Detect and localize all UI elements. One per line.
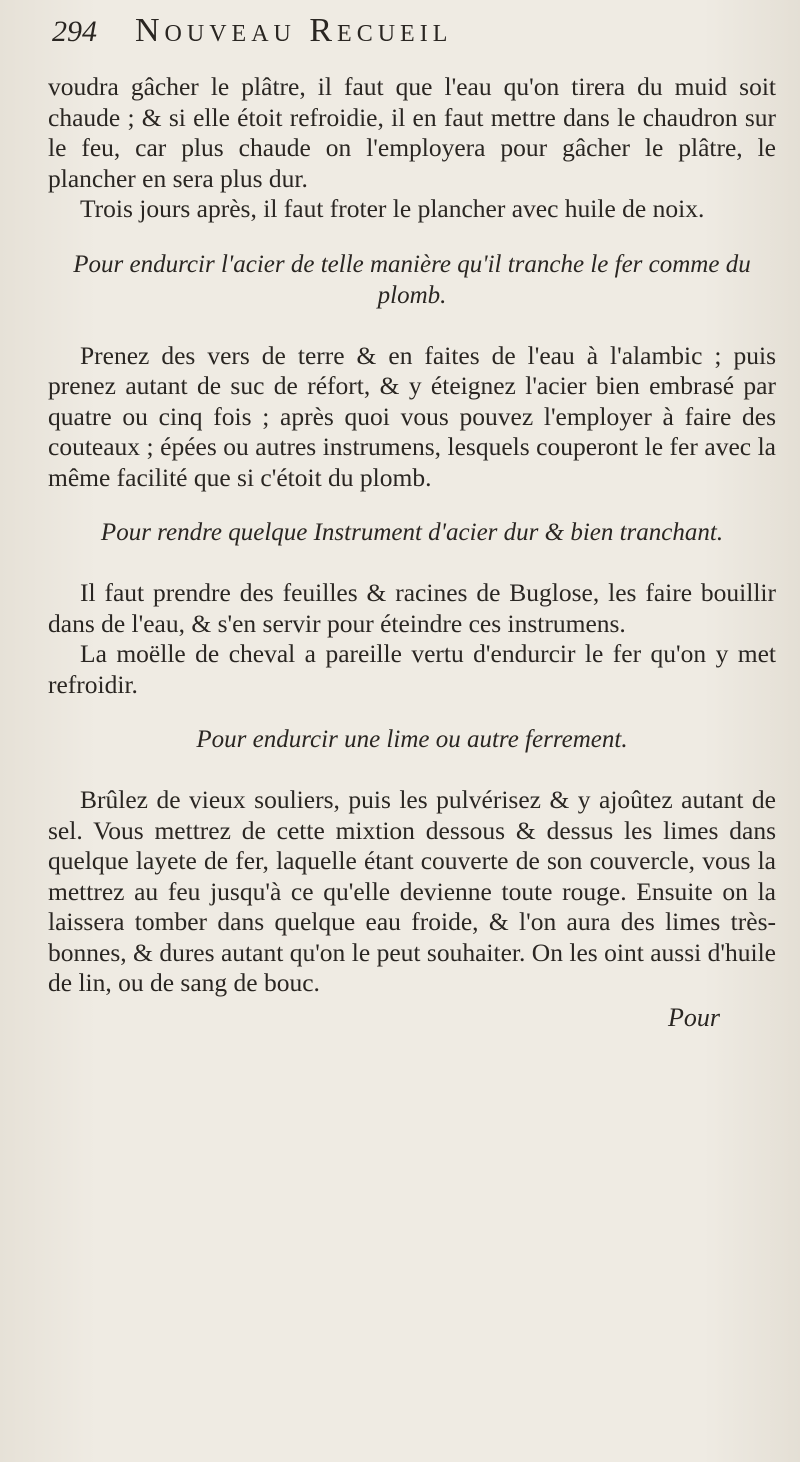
catchword: Pour [668, 1002, 720, 1032]
intro-paragraph-2: Trois jours après, il faut froter le plancher avec huile de noix. [80, 194, 705, 223]
page-header [48, 12, 778, 72]
paragraph-lime: Brûlez de vieux souliers, puis les pulvérisez & y ajoûtez autant de sel. Vous mettrez de cette mixtion dessous & dessus les limes dans quelque layete de fer, laquelle étant couverte de son couvercle, vous la mettrez au feu jusqu'à ce qu'elle devienne toute rouge. Ensuite on la laissera tomber dans quelque eau froide, & l'on aura des limes très-bonnes, & dures autant qu'on le peut souhaiter. On les oint aussi d'huile de lin, ou de sang de bouc. [48, 785, 776, 997]
paragraph-acier: Prenez des vers de terre & en faites de l'eau à l'alambic ; puis prenez autant de suc de réfort, & y éteignez l'acier bien embrasé par quatre ou cinq fois ; après quoi vous pouvez l'employer à faire des couteaux ; épées ou autres instrumens, lesquels couperont le fer avec la même facilité que si c'étoit du plomb. [48, 340, 776, 492]
paragraph-moelle: La moëlle de cheval a pareille vertu d'endurcir le fer qu'on y met refroidir. [48, 639, 776, 699]
page-number: 294 [52, 15, 97, 48]
page-body [48, 72, 776, 1033]
paragraph-buglose: Il faut prendre des feuilles & racines de Buglose, les faire bouillir dans de l'eau, & s'en servir pour éteindre ces instrumens. [48, 578, 776, 638]
section-heading-acier: Pour endurcir l'acier de telle manière qu'il tranche le fer comme du plomb. [73, 250, 751, 309]
section-heading-lime: Pour endurcir une lime ou autre ferrement. [196, 726, 628, 753]
intro-paragraph: voudra gâcher le plâtre, il faut que l'eau qu'on tirera du muid soit chaude ; & si elle étoit refroidie, il en faut mettre dans le chaudron sur le feu, car plus chaude on l'employera pour gâcher le plâtre, le plancher en sera plus dur. [48, 72, 776, 193]
section-heading-instrument: Pour rendre quelque Instrument d'acier dur & bien tranchant. [100, 519, 724, 546]
running-title: Nouveau Recueil [135, 12, 453, 49]
